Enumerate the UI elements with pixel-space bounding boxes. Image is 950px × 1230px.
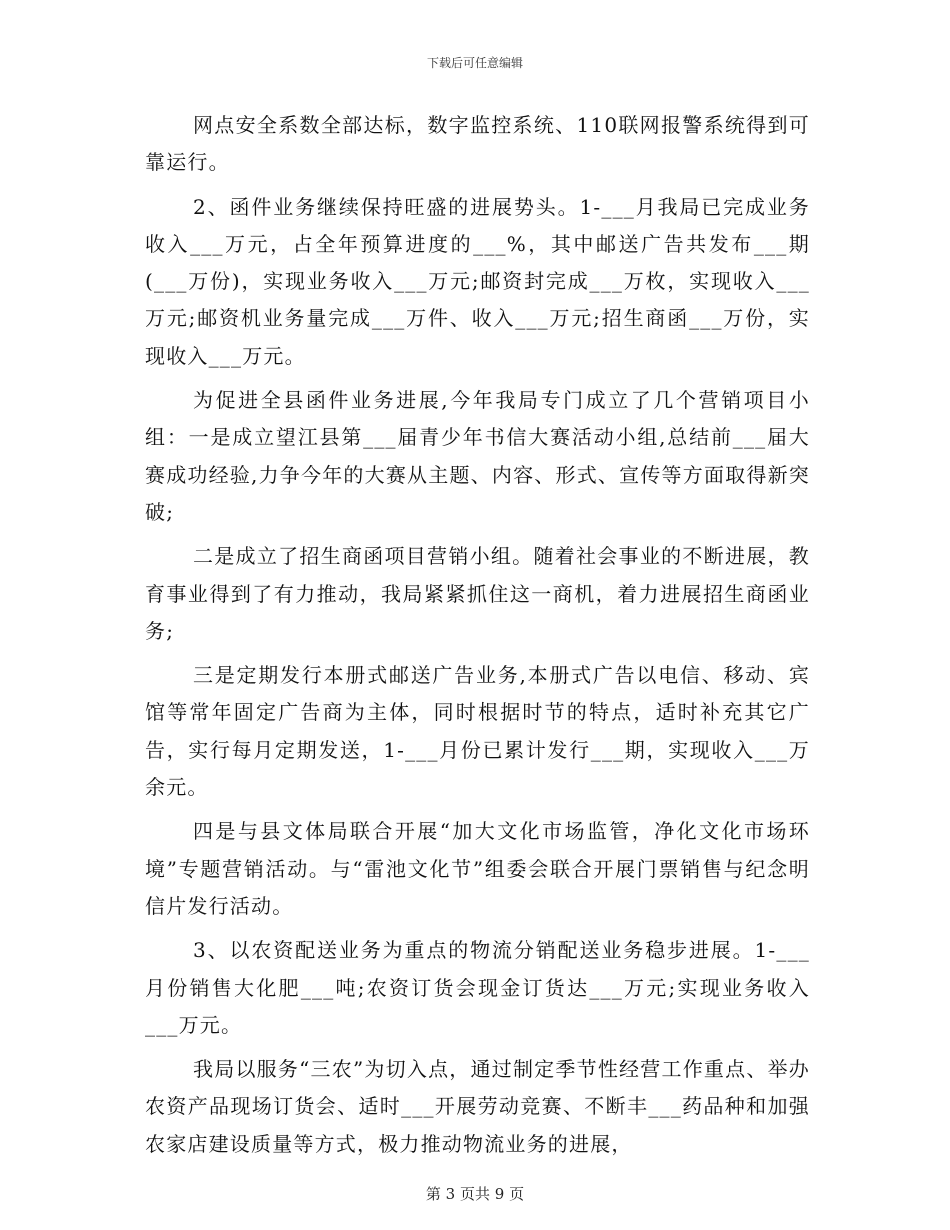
paragraph: 三是定期发行本册式邮送广告业务,本册式广告以电信、移动、宾馆等常年固定广告商为主体，同时根据时节的特点，适时补充其它广告，实行每月定期发送，1-___月份已累计发行___期，实现收入___万余元。 (145, 663, 810, 800)
page-header: 下载后可任意编辑 (426, 56, 523, 70)
paragraph: 二是成立了招生商函项目营销小组。随着社会事业的不断进展，教育事业得到了有力推动，我局紧紧抓住这一商机，着力进展招生商函业务; (145, 544, 810, 643)
page-number-footer: 第 3 页共 9 页 (425, 1185, 525, 1203)
document-body (145, 107, 810, 1170)
paragraph: 2、函件业务继续保持旺盛的进展势头。1-___月我局已完成业务收入___万元，占全年预算进度的___%，其中邮送广告共发布___期(___万份)，实现业务收入___万元;邮资封完成___万枚，实现收入___万元;邮资机业务量完成___万件、收入___万元;招生商函___万份，实现收入___万元。 (145, 194, 810, 368)
paragraph: 3、以农资配送业务为重点的物流分销配送业务稳步进展。1-___月份销售大化肥___吨;农资订货会现金订货达___万元;实现业务收入___万元。 (145, 938, 810, 1037)
paragraph: 我局以服务“三农”为切入点，通过制定季节性经营工作重点、举办农资产品现场订货会、适时___开展劳动竞赛、不断丰___药品种和加强农家店建设质量等方式，极力推动物流业务的进展， (145, 1057, 810, 1156)
paragraph: 为促进全县函件业务进展,今年我局专门成立了几个营销项目小组：一是成立望江县第___届青少年书信大赛活动小组,总结前___届大赛成功经验,力争今年的大赛从主题、内容、形式、宣传等方面取得新突破; (145, 388, 810, 524)
paragraph: 网点安全系数全部达标，数字监控系统、110联网报警系统得到可靠运行。 (145, 113, 810, 175)
paragraph: 四是与县文体局联合开展“加大文化市场监管，净化文化市场环境”专题营销活动。与“雷池文化节”组委会联合开展门票销售与纪念明信片发行活动。 (145, 819, 810, 918)
